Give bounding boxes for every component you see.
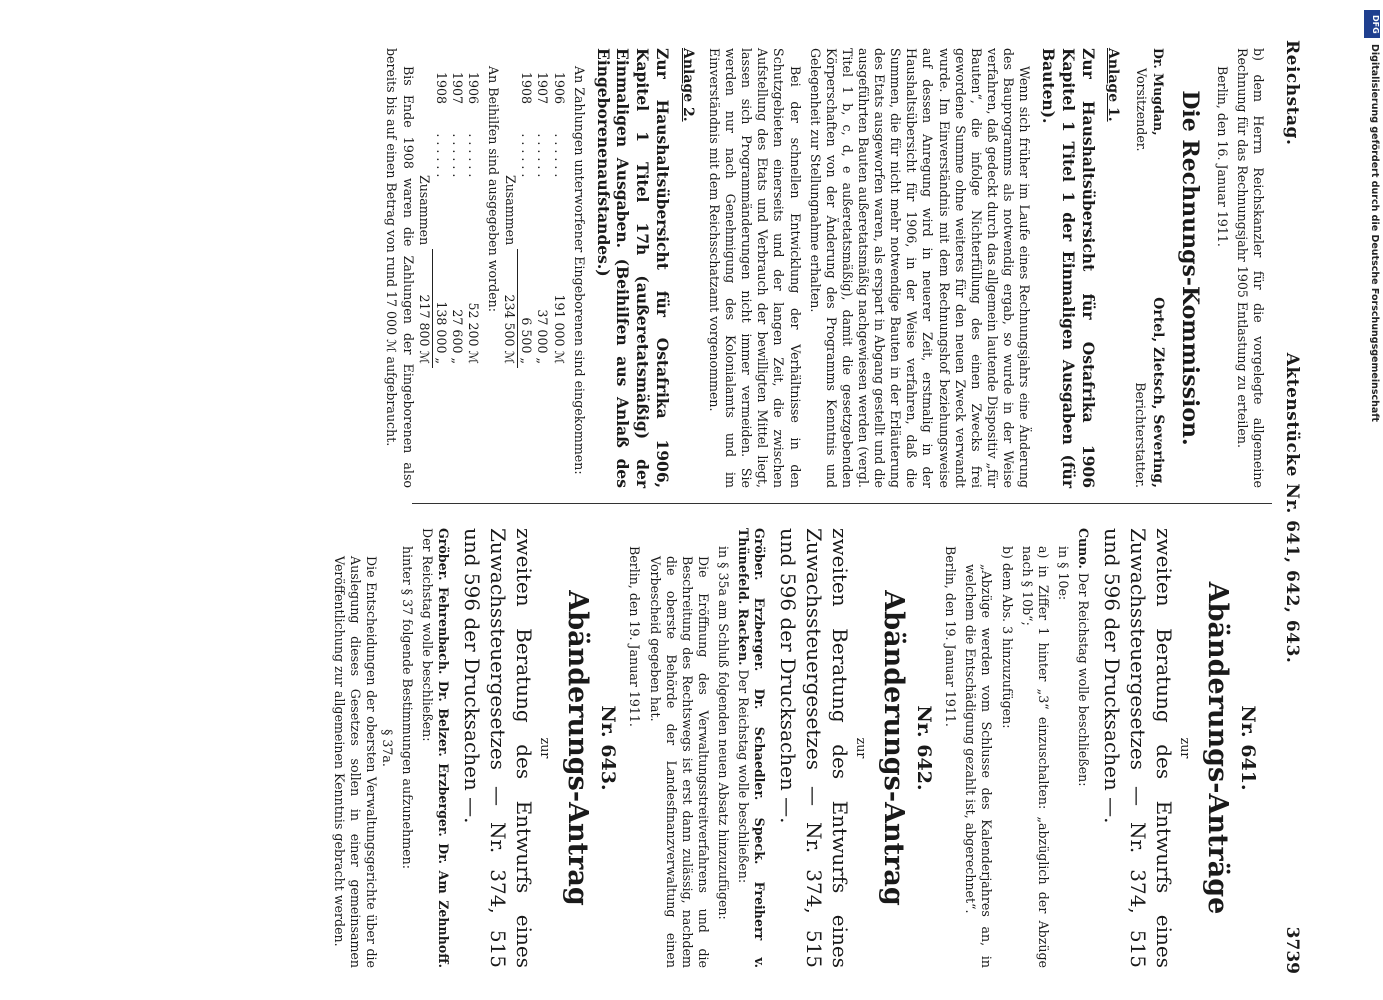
table-row: 1907 . . . . . . 27 600 „ [449,68,465,368]
amount-cell: 191 000 ℳ [551,294,567,364]
amount-cell: 37 000 „ [535,309,551,364]
chair-name: Dr. Mugdan, [1150,48,1166,136]
right-column [327,528,1266,968]
motion-641-title: Abänderungs-Anträge [1201,581,1233,915]
amount-cell: 6 500 „ [519,317,535,364]
motion-642-zur: zur [854,737,870,759]
amount-cell: 138 000 „ [433,301,449,364]
motion-641-resolve: Der Reichstag wolle beschließen: [1076,572,1092,787]
dfg-logo: DFG [1364,10,1380,38]
motion-641-date: Berlin, den 19. Januar 1911. [943,546,959,727]
motion-641-zur: zur [1178,737,1194,759]
motion-642-title: Abänderungs-Antrag [877,590,909,906]
anlage1-label: Anlage 1. [1105,48,1122,122]
table-row: 1906 . . . . . . 191 000 ℳ [550,68,566,368]
table-row: 1908 . . . . . . 138 000 „ [432,68,449,368]
year-cell: 1908 [519,72,535,105]
rotated-document [16,28,1306,988]
total-cell: 217 800 ℳ [416,249,433,368]
total-label: Zusammen [502,174,518,246]
motion-641-subject: zweiten Beratung des Entwurfs eines Zuwachssteuergesetzes — Nr. 374, 515 und 596 der Drucksachen —. [1100,528,1177,968]
anlage2-title: Zur Haushaltsübersicht für Ostafrika 1906, Kapitel 1 Titel 17h (außeretatsmäßig) der Einmaligen Ausgaben. (Beihilfen aus Anlaß des Eingeborenenaufstandes.) [593,48,673,488]
table-row [501,68,518,368]
motion-642-number: Nr. 642. [913,705,936,791]
motion-643-zur: zur [538,737,554,759]
motion-641-item-b-text: „Abzüge werden vom Schlusse des Kalenderjahres an, in welchem die Entschädigung gezahlt ist, abgerechnet“. [963,564,995,968]
motion-643-para: § 37a. [380,729,396,767]
year-cell: 1906 [551,72,567,105]
commission-title: Die Rechnungs-Kommission. [1176,90,1203,446]
rapporteur-role: Berichterstatter. [1132,382,1148,488]
date-line: Berlin, den 16. Januar 1911. [1214,66,1230,247]
motion-642-date: Berlin, den 19. Januar 1911. [627,546,643,727]
motion-642-movers: Gröber. Erzberger. Dr. Schaedler. Speck. Freiherr v. Thünefeld. Racken. [736,528,768,968]
motion-643-number: Nr. 643. [597,705,620,791]
motion-642-resolve: Der Reichstag wolle beschließen: [736,669,752,884]
page-header [1276,28,1306,988]
year-cell: 1908 [433,72,449,105]
amount-cell: 52 200 ℳ [466,302,482,364]
chair-role: Vorsitzender. [1134,68,1150,152]
table-row: 1906 . . . . . . 52 200 ℳ [465,68,481,368]
motion-642-quote: Die Eröffnung des Verwaltungsstreitverfahrens und die Beschreitung des Rechtswegs ist erst dann zulässig, nachdem die oberste Behörde der Landesfinanzverwaltung einen Vorbescheid gegeben hat. [647,556,711,968]
grants-table [416,68,481,368]
motion-642-text: in § 35a am Schluß folgenden neuen Absatz hinzuzufügen: [715,546,731,920]
motion-643-text: hinter § 37 folgende Bestimmungen aufzunehmen: [400,546,416,869]
rapporteurs: Ortel, Zietsch, Severing, [1149,297,1166,488]
anlage1-paragraph-2: Bei der schnellen Entwicklung der Verhältnisse in den Schutzgebieten einerseits und der langen Zeit, die zwischen Aufstellung des Etats und Verbrauch der bewilligten Mittel liegt, lassen sich Programmänderungen nicht immer vermeiden. Sie werden nur nach Genehmigung des Kolonialamts und im Einverständnis mit dem Reichsschatzamt vorgenommen. [707,48,803,488]
year-cell: 1907 [449,72,465,105]
table-row [416,68,433,368]
motion-643-movers: Gröber. Fehrenbach. Dr. Belzer. Erzberger. Dr. Am Zehnhoff. [436,528,452,968]
motion-643-title: Abänderungs-Antrag [562,590,593,906]
payments-intro: An Zahlungen unterworfener Eingeborenen sind eingekommen: [571,66,587,475]
closing-paragraph: Bis Ende 1908 waren die Zahlungen der Eingeborenen also bereits bis auf einen Betrag von rund 17 000 ℳ aufgebraucht. [384,48,416,488]
table-row: 1908 . . . . . . 6 500 „ [518,68,535,368]
motion-641-item-b: b) dem Abs. 3 hinzuzufügen: [999,546,1015,729]
grants-intro: An Beihilfen sind ausgegeben worden: [486,66,502,312]
header-left: Reichstag. [1282,40,1302,146]
anlage1-title: Zur Haushaltsübersicht für Ostafrika 1906 Kapitel 1 Titel 1 der Einmaligen Ausgaben (für Bauten). [1038,48,1098,488]
motion-641-number: Nr. 641. [1237,705,1259,791]
year-cell: 1906 [466,72,482,105]
motion-643-quote: Die Entscheidungen der obersten Verwaltungsgerichte über die Auslegung dieses Gesetzes sollen in einer gemeinsamen Veröffentlichung zur allgemeinen Kenntnis gebracht werden. [331,556,379,968]
digitization-credit: Digitalisierung gefördert durch die Deutsche Forschungsgemeinschaft [1369,44,1380,422]
header-center: Aktenstücke Nr. 641, 642, 643. [1282,352,1302,664]
page-number: 3739 [1282,926,1302,974]
payments-table [501,68,566,368]
total-label: Zusammen [416,174,432,246]
signature-block [1132,48,1166,488]
anlage2-label: Anlage 2. [679,48,696,122]
table-row: 1907 . . . . . . 37 000 „ [534,68,550,368]
motion-642-subject: zweiten Beratung des Entwurfs eines Zuwachssteuergesetzes — Nr. 374, 515 und 596 der Drucksachen —. [776,528,853,968]
column-divider [412,503,1272,504]
total-cell: 234 500 ℳ [501,249,518,368]
item-b: b) dem Herrn Reichskanzler für die vorgelegte allgemeine Rechnung für das Rechnungsjahr 1905 Entlastung zu erteilen. [1234,48,1266,488]
motion-641-item-a: a) in Ziffer 1 hinter „3“ einzuschalten: „abzüglich der Abzüge nach § 10b“; [1019,546,1051,968]
amount-cell: 27 600 „ [449,309,465,364]
motion-641-mover: Cuno. [1076,528,1092,569]
motion-641-para: in § 10e: [1055,546,1071,601]
left-column [379,48,1266,488]
anlage1-paragraph-1: Wenn sich früher im Laufe eines Rechnungsjahrs eine Änderung des Bauprogramms als notwendig ergab, so wurde in der Weise verfahren, daß gedeckt durch das allgemein lautende Dispositiv „für Bauten“, die infolge Nichterfüllung des einen Zwecks frei gewordene Summe ohne weiteres für den neuen Zweck verwandt wurde. Im Einverständnis mit dem Rechnungshof beziehungsweise auf dessen Anregung wird in neuerer Zeit, erstmalig in der Haushaltsübersicht für 1906, in der Weise verfahren, daß die Summen, die für nicht mehr notwendige Bauten in der Erläuterung des Etats ausgeworfen waren, als erspart in Abgang gestellt und die ausgeführten Bauten außeretatsmäßig nachgewiesen werden (vergl. Titel 1 b, c, d, e außeretatsmäßig), damit die gesetzgebenden Körperschaften von der Änderung des Programms Kenntnis und Gelegenheit zur Stellungnahme erhalten. [807,48,1033,488]
motion-643-subject: zweiten Beratung des Entwurfs eines Zuwachssteuergesetzes — Nr. 374, 515 und 596 der Drucksachen —. [460,528,537,968]
year-cell: 1907 [535,72,551,105]
motion-643-resolve: Der Reichstag wolle beschließen: [420,528,436,742]
